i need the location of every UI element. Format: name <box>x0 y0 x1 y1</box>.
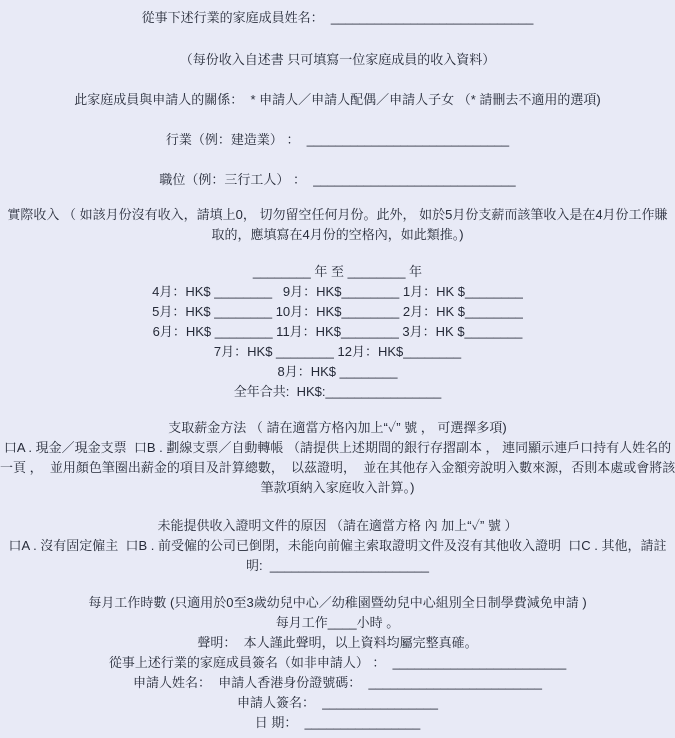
payment-method-title: 支取薪金方法 （ 請在適當方格內加上“✓” 號 ， 可選擇多項) <box>168 420 507 435</box>
income-row: 5月：HK$ ________ 10月：HK$________ 2月：HK $________ <box>152 304 523 319</box>
actual-income-note-section <box>0 205 675 245</box>
no-proof-title: 未能提供收入證明文件的原因 （請在適當方格 內 加上“✓” 號 ） <box>157 518 518 533</box>
member-name-section <box>0 8 675 28</box>
hours-declaration-signature-section <box>0 593 675 733</box>
monthly-hours-line: 每月工作____小時 。 <box>275 615 400 630</box>
relationship-line: 此家庭成員與申請人的關係： * 申請人／申請人配偶／申請人子女 （* 請刪去不適用的選項) <box>74 92 601 107</box>
income-row: 8月：HK$ ________ <box>277 364 398 379</box>
industry-line: 行業（例：建造業） ： ____________________________ <box>165 132 510 147</box>
income-period-line: ________ 年 至 ________ 年 <box>252 264 423 279</box>
no-proof-note-line: 口A . 沒有固定僱主 口B . 前受僱的公司已倒閉，未能向前僱主索取證明文件及沒有其他收入證明 口C . 其他，請註 <box>8 538 667 553</box>
no-proof-section <box>0 516 675 576</box>
member-name-line: 從事下述行業的家庭成員姓名： ____________________________ <box>141 10 534 25</box>
monthly-hours-title: 每月工作時數 (只適用於0至3歲幼兒中心／幼稚園暨幼兒中心組別全日制學費減免申請 ) <box>88 595 587 610</box>
annual-total-line: 全年合共: HK$:________________ <box>233 384 442 399</box>
position-section <box>0 170 675 190</box>
industry-section <box>0 130 675 150</box>
payment-method-section <box>0 418 675 498</box>
payment-method-note-line: 口A . 現金／現金支票 口B . 劃線支票／自動轉帳 （請提供上述期間的銀行存摺副本 ， 連同顯示連戶口持有人姓名的 <box>3 440 672 455</box>
position-line: 職位（例：三行工人） ： ____________________________ <box>159 172 516 187</box>
payment-method-note-line: 一頁 ， 並用顏色筆圈出薪金的項目及計算總數， 以茲證明， 並在其他存入金額旁說明入數來源，否則本處或會將該 <box>0 460 675 475</box>
income-row: 6月：HK$ ________ 11月：HK$________ 3月：HK $________ <box>152 324 523 339</box>
single-copy-note-section <box>0 50 675 70</box>
relationship-section <box>0 90 675 110</box>
declaration-line: 聲明： 本人謹此聲明，以上資料均屬完整真確。 <box>197 635 478 650</box>
income-table-section <box>0 262 675 402</box>
payment-method-note-line: 筆款項納入家庭收入計算。) <box>260 480 415 495</box>
member-signature-line: 從事上述行業的家庭成員簽名（如非申請人） ： ________________________ <box>108 655 567 670</box>
income-row: 4月：HK$ ________ 9月：HK$________ 1月：HK $________ <box>152 284 523 299</box>
date-line: 日 期： ________________ <box>254 715 421 730</box>
applicant-name-id-line: 申請人姓名： 申請人香港身份證號碼： ________________________ <box>133 675 542 690</box>
actual-income-note-line: 實際收入 （ 如該月份沒有收入，請填上0， 切勿留空任何月份。此外， 如於5月份支薪而該筆收入是在4月份工作賺 <box>7 207 668 222</box>
no-proof-note-line: 明: ______________________ <box>246 558 429 573</box>
actual-income-note-line: 取的，應填寫在4月份的空格內，如此類推。) <box>211 227 464 242</box>
applicant-signature-line: 申請人簽名： ________________ <box>237 695 438 710</box>
single-copy-note: （每份收入自述書 只可填寫一位家庭成員的收入資料） <box>179 52 496 67</box>
income-row: 7月：HK$ ________ 12月：HK$________ <box>213 344 462 359</box>
